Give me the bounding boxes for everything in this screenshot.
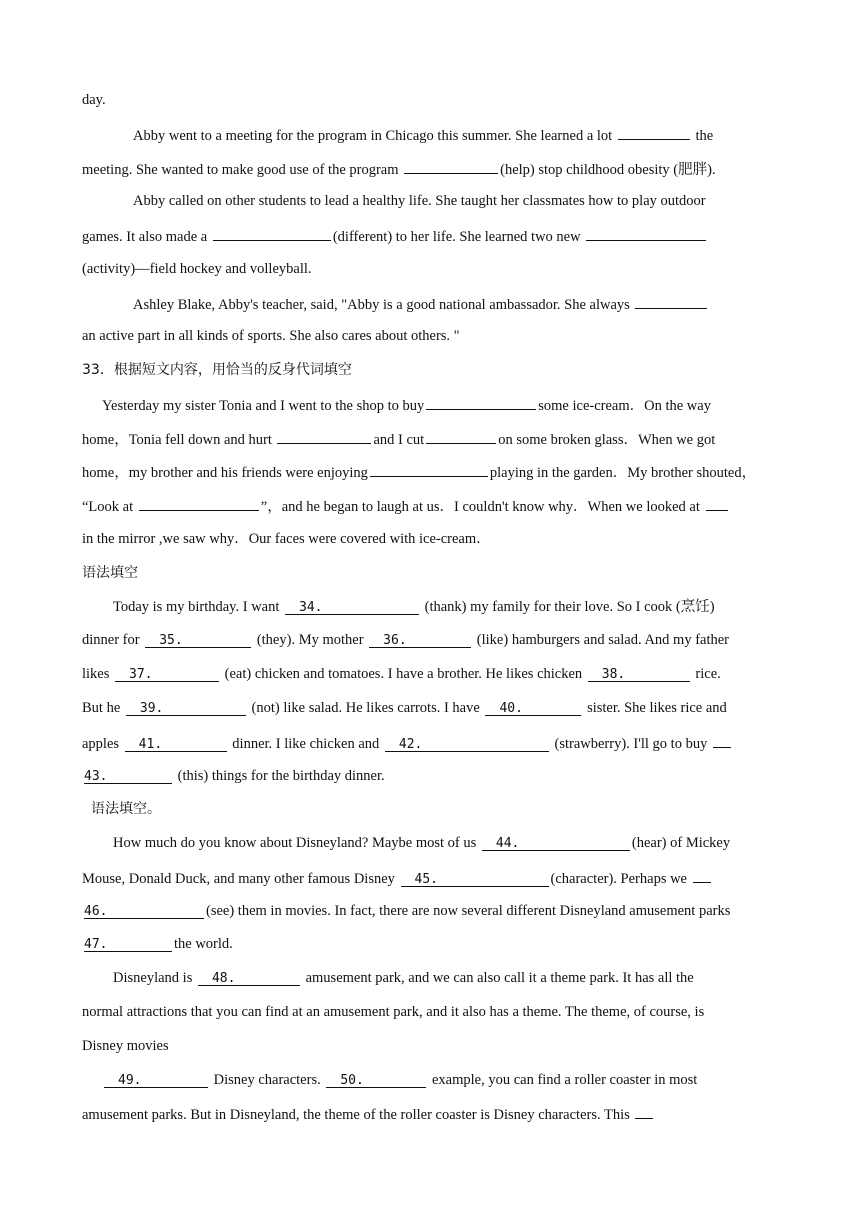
question-heading bbox=[82, 361, 790, 379]
text-span: meeting. She wanted to make good use of the program bbox=[82, 162, 403, 178]
text-line bbox=[113, 598, 790, 616]
text-line bbox=[82, 530, 790, 548]
text-span: dinner for bbox=[82, 632, 144, 648]
text-line bbox=[82, 260, 790, 278]
text-line bbox=[82, 902, 790, 920]
answer-blank[interactable]: 46. bbox=[84, 904, 204, 919]
text-span: Ashley Blake, Abby's teacher, said, "Abby is a good national ambassador. She always bbox=[133, 297, 634, 313]
text-line bbox=[82, 665, 790, 683]
section-heading bbox=[91, 800, 790, 818]
text-line bbox=[82, 226, 790, 244]
text-line bbox=[82, 868, 790, 886]
text-span: Today is my birthday. I want bbox=[113, 599, 283, 615]
text-line bbox=[82, 327, 790, 345]
text-span: in the mirror ,we saw why．Our faces were covered with ice-cream． bbox=[82, 531, 491, 547]
text-span: apples bbox=[82, 736, 123, 752]
text-span: (see) them in movies. In fact, there are now several different Disneyland amusement parks bbox=[206, 903, 731, 919]
answer-blank[interactable]: 42. bbox=[385, 737, 549, 752]
text-line bbox=[82, 767, 790, 785]
answer-blank[interactable]: 50. bbox=[326, 1073, 426, 1088]
text-span: day. bbox=[82, 92, 106, 108]
text-line bbox=[82, 1003, 790, 1021]
answer-blank[interactable] bbox=[426, 395, 536, 410]
text-span: playing in the garden．My brother shouted， bbox=[489, 465, 757, 481]
text-span: 语法填空 bbox=[82, 565, 138, 581]
text-span: (strawberry). I'll go to buy bbox=[550, 736, 711, 752]
text-line bbox=[82, 1037, 790, 1055]
text-span: (eat) chicken and tomatoes. I have a brother. He likes chicken bbox=[221, 666, 586, 682]
answer-blank[interactable]: 41. bbox=[125, 737, 227, 752]
text-span: 语法填空。 bbox=[91, 801, 161, 817]
text-span: Disney characters. bbox=[210, 1072, 325, 1088]
text-line bbox=[82, 699, 790, 717]
text-span: amusement parks. But in Disneyland, the theme of the roller coaster is Disney characters. This bbox=[82, 1107, 634, 1123]
answer-blank[interactable]: 39. bbox=[126, 701, 246, 716]
text-span: Yesterday my sister Tonia and I went to the shop to buy bbox=[102, 398, 425, 414]
answer-blank[interactable]: 48. bbox=[198, 971, 300, 986]
text-span: some ice-cream．On the way bbox=[538, 398, 711, 414]
text-span: sister. She likes rice and bbox=[583, 700, 727, 716]
answer-blank[interactable]: 45. bbox=[401, 872, 549, 887]
answer-blank[interactable]: 34. bbox=[285, 600, 419, 615]
text-span: the bbox=[691, 128, 714, 144]
text-span: example, you can find a roller coaster in most bbox=[428, 1072, 698, 1088]
text-span: home，Tonia fell down and hurt bbox=[82, 432, 276, 448]
answer-blank[interactable] bbox=[277, 429, 371, 444]
text-span: “Look at bbox=[82, 499, 137, 515]
text-line bbox=[133, 125, 790, 143]
answer-blank[interactable]: 49. bbox=[104, 1073, 208, 1088]
text-line bbox=[133, 192, 790, 210]
answer-blank[interactable]: 47. bbox=[84, 937, 172, 952]
answer-blank[interactable] bbox=[618, 125, 690, 140]
text-span: But he bbox=[82, 700, 124, 716]
text-span: normal attractions that you can find at an amusement park, and it also has a theme. The theme, of course, is bbox=[82, 1004, 705, 1020]
text-span: (not) like salad. He likes carrots. I have bbox=[247, 700, 484, 716]
answer-blank[interactable]: 40. bbox=[485, 701, 581, 716]
text-line bbox=[82, 159, 790, 177]
text-line bbox=[82, 429, 790, 447]
text-span: (thank) my family for their love. So I cook (烹饪) bbox=[421, 599, 715, 615]
text-line bbox=[113, 834, 790, 852]
answer-blank[interactable] bbox=[139, 496, 259, 511]
text-span: (different) to her life. She learned two new bbox=[332, 229, 585, 245]
answer-blank[interactable]: 43. bbox=[84, 769, 172, 784]
text-line bbox=[82, 462, 790, 480]
text-span: ”，and he began to laugh at us．I couldn't know why．When we looked at bbox=[260, 499, 704, 515]
text-span: (character). Perhaps we bbox=[550, 871, 691, 887]
text-line bbox=[113, 969, 790, 987]
text-line bbox=[82, 91, 790, 109]
text-span: 33．根据短文内容，用恰当的反身代词填空 bbox=[82, 362, 352, 378]
answer-blank[interactable] bbox=[706, 496, 728, 511]
answer-blank[interactable]: 37. bbox=[115, 667, 219, 682]
answer-blank[interactable] bbox=[426, 429, 496, 444]
answer-blank[interactable] bbox=[635, 294, 707, 309]
text-span: Mouse, Donald Duck, and many other famous Disney bbox=[82, 871, 399, 887]
answer-blank[interactable] bbox=[213, 226, 331, 241]
text-span: Disney movies bbox=[82, 1038, 169, 1054]
answer-blank[interactable] bbox=[635, 1104, 653, 1119]
text-span: dinner. I like chicken and bbox=[228, 736, 383, 752]
text-span: on some broken glass．When we got bbox=[498, 432, 716, 448]
text-span: (activity)—field hockey and volleyball. bbox=[82, 261, 312, 277]
text-line bbox=[82, 631, 790, 649]
text-span: Disneyland is bbox=[113, 970, 196, 986]
text-line bbox=[82, 496, 790, 514]
section-heading bbox=[82, 564, 790, 582]
answer-blank[interactable] bbox=[713, 733, 731, 748]
text-line bbox=[102, 395, 790, 413]
text-span: the world. bbox=[174, 936, 233, 952]
text-span: Abby called on other students to lead a healthy life. She taught her classmates how to play outdoor bbox=[133, 193, 706, 209]
answer-blank[interactable]: 36. bbox=[369, 633, 471, 648]
text-line bbox=[82, 733, 790, 751]
answer-blank[interactable]: 44. bbox=[482, 836, 630, 851]
text-line bbox=[82, 1104, 790, 1122]
text-span: an active part in all kinds of sports. She also cares about others. " bbox=[82, 328, 460, 344]
text-line bbox=[133, 294, 790, 312]
text-span: rice. bbox=[691, 666, 721, 682]
text-span: (hear) of Mickey bbox=[631, 835, 731, 851]
text-span: (help) stop childhood obesity (肥胖). bbox=[500, 162, 716, 178]
text-span: How much do you know about Disneyland? Maybe most of us bbox=[113, 835, 480, 851]
text-span: home，my brother and his friends were enjoying bbox=[82, 465, 368, 481]
text-span: amusement park, and we can also call it a theme park. It has all the bbox=[301, 970, 694, 986]
text-span: (they). My mother bbox=[253, 632, 368, 648]
text-span: games. It also made a bbox=[82, 229, 211, 245]
answer-blank[interactable] bbox=[404, 159, 498, 174]
text-span: likes bbox=[82, 666, 114, 682]
text-span: (this) things for the birthday dinner. bbox=[174, 768, 385, 784]
text-span: Abby went to a meeting for the program in Chicago this summer. She learned a lot bbox=[133, 128, 616, 144]
text-span: and I cut bbox=[373, 432, 425, 448]
text-span: (like) hamburgers and salad. And my father bbox=[473, 632, 729, 648]
answer-blank[interactable] bbox=[693, 868, 711, 883]
answer-blank[interactable]: 35. bbox=[145, 633, 251, 648]
answer-blank[interactable] bbox=[586, 226, 706, 241]
answer-blank[interactable]: 38. bbox=[588, 667, 690, 682]
answer-blank[interactable] bbox=[370, 462, 488, 477]
text-line bbox=[102, 1071, 790, 1089]
text-line bbox=[82, 935, 790, 953]
